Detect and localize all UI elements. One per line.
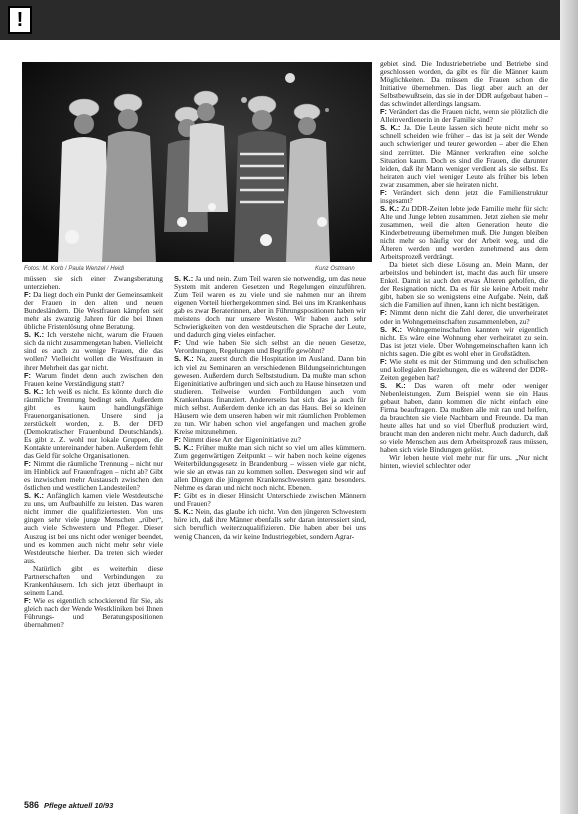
top-header-bar <box>0 0 578 40</box>
paragraph-text: Wir leben heute viel mehr nur für uns. „Nur nicht hinten, wieviel schlechter oder <box>380 453 548 471</box>
speaker-label: S. K.: <box>24 386 44 396</box>
paragraph <box>380 124 548 188</box>
paragraph-text: Da bietet sich diese Lösung an. Mein Mann, der arbeitslos und behindert ist, macht das auch für unsere Enkel. Damit ist auch den etwas Älteren geholfen, die der Resignation nicht. Da es für sie keine Arbeit mehr gibt, haben sie so wenigstens eine Aufgabe. Nein, daß sich die Familien auf ihnen, kann ich nicht bestätigen. <box>380 260 548 310</box>
speaker-label: F: <box>380 187 387 197</box>
speaker-label: F: <box>174 338 181 348</box>
paragraph <box>24 460 163 492</box>
paragraph-text: Ja und nein. Zum Teil waren sie notwendig, um das neue System mit anderen Gesetzen und Regelungen einzuführen. Zum Teil waren es zu viele und sie nahmen nur an ihrem eigenen Vorteil hierhergekommen sind. Bei uns im Krankenhaus gab es zwar Beraterinnen, aber in Führungspositionen haben wir meistens doch nur unsere Westen. Wir haben auch sehr Schwierigkeiten von den westdeutschen die Sprache der Leute, und dadurch ging vieles einfacher. <box>174 274 366 340</box>
paragraph <box>174 355 366 435</box>
journal-title: Pflege aktuell 10/93 <box>44 801 114 810</box>
paragraph-text: Wie steht es mit der Stimmung und den schulischen und kollegialen Beziehungen, die es während der DDR-Zeiten gegeben hat? <box>380 356 548 382</box>
paragraph-text: Ich verstehe nicht, warum die Frauen sich da nicht zusammengetan haben. Vielleicht sind es auch zu wenige Frauen, die das wollen? Vielleicht wollen die Westfrauen in ihrer Mehrheit das gar nicht. <box>24 330 163 372</box>
speaker-label: F: <box>24 459 31 469</box>
paragraph <box>380 382 548 454</box>
speaker-label: S. K.: <box>380 123 401 133</box>
paragraph <box>380 358 548 382</box>
speaker-label: S. K.: <box>380 380 406 390</box>
speaker-label: S. K.: <box>174 274 194 283</box>
paragraph <box>24 291 163 331</box>
paragraph <box>24 597 163 629</box>
paragraph-text: Gibt es in dieser Hinsicht Unterschiede zwischen Männern und Frauen? <box>174 491 366 509</box>
paragraph-text: Warum findet denn auch zwischen den Frauen keine Verständigung statt? <box>24 370 163 388</box>
paragraph <box>24 492 163 564</box>
paragraph-text: Und wie haben Sie sich selbst an die neuen Gesetze, Verordnungen, Regelungen und Begriffe gewöhnt? <box>174 338 366 356</box>
speaker-label: S. K.: <box>174 442 194 452</box>
speaker-label: S. K.: <box>24 330 45 340</box>
paragraph-text: Nimmt denn nicht die Zahl derer, die unverheiratet oder in Wohngemeinschaften zusammenleben, zu? <box>380 308 548 326</box>
paragraph <box>380 189 548 205</box>
paragraph <box>174 339 366 355</box>
paragraph <box>24 331 163 371</box>
paragraph <box>24 565 163 597</box>
speaker-label: F: <box>174 434 181 444</box>
paragraph <box>380 309 548 325</box>
photo-caption-left: Fotos: M. Korb / Paula Wenzel / Heidi <box>24 266 124 272</box>
text-column-1 <box>24 275 163 629</box>
speaker-label: F: <box>174 491 181 501</box>
speaker-label: F: <box>380 308 387 318</box>
paragraph <box>174 275 366 339</box>
speaker-label: S. K.: <box>24 491 44 501</box>
exclamation-badge-icon <box>8 6 32 34</box>
page-number: 586 <box>24 800 40 810</box>
paragraph-text: müssen sie sich einer Zwangsberatung unterziehen. <box>24 274 163 292</box>
paragraph <box>380 205 548 261</box>
paragraph-text: Verändert das die Frauen nicht, wenn sie plötzlich die Alleinverdienerin in der Familie sind? <box>380 107 548 125</box>
paragraph-text: Nimmt die räumliche Trennung – nicht nur im Hinblick auf Frauenfragen – nicht ab? Gibt es inzwischen mehr Austausch zwischen den östlichen und westlichen Landesteilen? <box>24 459 163 493</box>
paragraph-text: Anfänglich kamen viele Westdeutsche zu uns, um Aufbauhilfe zu leisten. Das waren nicht immer die qualifiziertesten. Von uns gingen sehr viele junge Menschen „rüber“, auch viele Schwestern und Pfleger. Dieser Auszug ist bei uns nicht oder weniger beendet, und es kommen auch nicht mehr sehr viele Westdeutsche hierher. Da treten sich wieder aus. <box>24 491 164 565</box>
speaker-label: S. K.: <box>174 507 194 517</box>
paragraph <box>380 108 548 124</box>
paragraph-text: Ja. Die Leute lassen sich heute nicht mehr so schnell scheiden wie früher – das ist ja seit der Wende auch schwieriger und teurer geworden – aber die Ehen sind zerrüttet. Die Männer verkraften eine solche Situation kaum. Doch es sind die Frauen, die darunter leiden, daß ihr Mann weniger verdient als sie selbst. Es heiraten auch viel weniger Leute als früher bis leben zwar zusammen, aber sie heiraten nicht. <box>380 123 548 189</box>
text-column-2 <box>174 275 366 541</box>
paragraph <box>24 372 163 388</box>
speaker-label: F: <box>24 595 31 605</box>
paragraph <box>380 326 548 358</box>
badge-glyph: ! <box>16 8 24 31</box>
paragraph <box>174 492 366 508</box>
paragraph <box>174 444 366 492</box>
paragraph <box>174 508 366 540</box>
paragraph-text: Da liegt doch ein Punkt der Gemeinsamkeit der Frauen in den alten und neuen Bundesländern. Die Westfrauen kämpfen seit mehr als zwanzig Jahren für die bei Ihnen übliche Fristenlösung ohne Beratung. <box>24 290 163 332</box>
speaker-label: F: <box>380 107 387 117</box>
text-column-3 <box>380 60 548 470</box>
paragraph-text: Zu DDR-Zeiten lebte jede Familie mehr für sich: Alte und Junge lebten zusammen. Jetzt ziehen sie mehr zusammen, weil die alten Generation heute die Kinderbetreuung übernehmen muß. Die Jungen bleiben nicht mehr so häufig vor der Arbeit weg, und die Älteren werden und werden zunehmend aus dem Arbeitsprozeß verdrängt. <box>380 203 549 262</box>
paragraph <box>380 261 548 309</box>
speaker-label: F: <box>24 370 31 380</box>
paragraph-text: Wohngemeinschaften kannten wir eigentlich nicht. Es wäre eine Wohnung eher verheiratet zu sein. Das ist jetzt viele. Über Wohngemeinschaften kann ich nichts sagen. Die gibt es wohl eher in Großstädten. <box>380 324 548 358</box>
paragraph-text: Ich weiß es nicht. Es könnte durch die räumliche Trennung bedingt sein. Außerdem gibt es kaum handlungsfähige Frauenorganisationen. Unsere sind ja zerstückelt worden, z. B. der DFD (Demokratischer Frauenbund Deutschlands). Es gibt z. Z. wohl nur lokale Gruppen, die Kontakte untereinander haben. Außerdem fehlt das Geld für solche Organisationen. <box>24 386 164 461</box>
paragraph-text: Natürlich gibt es weiterhin diese Partnerschaften und Verbindungen zu Krankenhäusern. Ich sich jetzt überhaupt in seinem Land. <box>24 563 163 597</box>
paragraph <box>380 60 548 108</box>
page-footer <box>24 800 113 810</box>
speaker-label: S. K.: <box>174 354 194 364</box>
paragraph-text: Das waren oft mehr oder weniger Nebenleistungen. Zum Beispiel wenn sie ein Haus gebaut haben, dann kommen die nicht einfach eine Firma beauftragen. Da mußten alle mit ran und helfen, da brauchten sie viele Nachbarn und Freunde. Da man heute alles hat und so viel Überfluß produziert wird, braucht man den anderen nicht mehr. Auch dadurch, daß so viele Menschen aus dem Arbeitsprozeß raus müssen, haben sich viele Bindungen gelöst. <box>380 380 548 455</box>
page-binding-edge <box>560 0 578 814</box>
paragraph-text: Verändert sich denn jetzt die Familienstruktur insgesamt? <box>380 187 548 205</box>
paragraph <box>24 275 163 291</box>
paragraph <box>24 388 163 460</box>
paragraph <box>380 454 548 470</box>
paragraph-text: Nimmt diese Art der Eigeninitiative zu? <box>180 434 301 444</box>
speaker-label: F: <box>24 290 31 300</box>
speaker-label: S. K.: <box>380 203 400 213</box>
speaker-label: F: <box>380 356 387 366</box>
group-photo <box>22 62 372 262</box>
paragraph-text: Nein, das glaube ich nicht. Von den jüngeren Schwestern höre ich, daß ihre Männer ebenfalls sehr daran interessiert sind, sich beruflich weiterzuqualifizieren. Die haben aber bei uns wenig Chancen, da wir keine Industriegebiet, sondern Agrar- <box>174 507 366 541</box>
paragraph-text: Früher mußte man sich nicht so viel um alles kümmern. Zum gegenwärtigen Zeitpunkt – wir haben noch keine eigenes Weiterbildungsgesetz in Brandenburg – wissen viele gar nicht, wie sie an etwas ran zu kommen sollen. Deswegen sind wir auf allen Dingen die jüngeren Krankenschwestern ganz besonders. Nehme es daran und nicht noch nicht. Ebenen. <box>174 442 367 493</box>
photo-caption-right: Kunz Ostmann <box>315 266 355 272</box>
speaker-label: S. K.: <box>380 324 403 334</box>
paragraph-text: gebiet sind. Die Industriebetriebe und Betriebe sind geschlossen worden, da gibt es für die Männer kaum Möglichkeiten. Da müssen die Frauen schon die Initiative übernehmen. Das liegt aber auch an der Selbstbewußtsein, das sie in der DDR aufgebaut haben – das schwindet allerdings langsam. <box>380 59 548 109</box>
paragraph-text: Na, zuerst durch die Hospitation im Ausland. Dann bin ich viel zu Seminaren an verschiedenen Bildungseinrichtungen gewesen. Außerdem durch Selbststudium. Da mußte man schon Eigeninitiative aufbringen und sich auch zu Hause hinsetzen und studieren. Teilweise wurden Fortbildungen auch vom Krankenhaus finanziert. Andererseits hat sich das ja auch für mich selbst. Außerdem denke ich an das Haus. Bei so kleinen Häusern wie dem unseren haben wir mit räumlichen Problemen zu tun. Wir haben schon viel angefangen und machen große Kreise mitzunehmen. <box>174 354 366 436</box>
paragraph-text: Wie es eigentlich schockierend für Sie, als gleich nach der Wende Westkliniken bei Ihnen Führungs- und Beratungspositionen übernahmen? <box>24 595 163 630</box>
